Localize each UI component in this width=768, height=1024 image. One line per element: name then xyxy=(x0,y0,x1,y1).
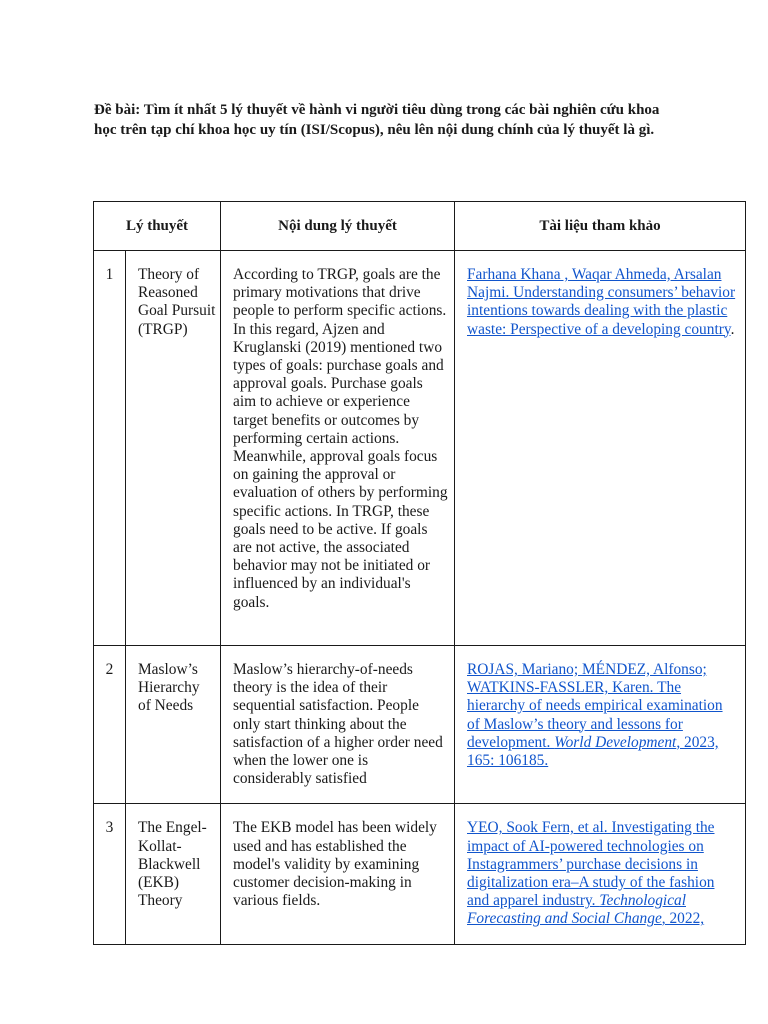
theory-content: Maslow’s hierarchy-of-needs theory is the idea of their sequential satisfaction. People only start thinking about the satisfaction of a higher order need when the lower one is considerably satisfied xyxy=(221,646,455,804)
theory-name: Maslow’s Hierarchy of Needs xyxy=(126,646,221,804)
theory-content: The EKB model has been widely used and has established the model's validity by examining customer decision-making in various fields. xyxy=(221,804,455,945)
row-number: 1 xyxy=(94,251,126,646)
assignment-prompt: Đề bài: Tìm ít nhất 5 lý thuyết về hành vi người tiêu dùng trong các bài nghiên cứu khoa học trên tạp chí khoa học uy tín (ISI/Scopus), nêu lên nội dung chính của lý thuyết là gì. xyxy=(94,102,660,138)
theory-table xyxy=(93,201,746,945)
journal-name: World Development xyxy=(554,733,677,751)
journal-name: Technological Forecasting and Social Change xyxy=(467,892,686,928)
theory-name: Theory of Reasoned Goal Pursuit (TRGP) xyxy=(126,251,221,646)
theory-content: According to TRGP, goals are the primary motivations that drive people to perform specific actions. In this regard, Ajzen and Kruglanski (2019) mentioned two types of goals: purchase goals and approval goals. Purchase goals aim to achieve or experience target benefits or outcomes by performing certain actions. Meanwhile, approval goals focus on gaining the approval or evaluation of others by performing specific actions. In TRGP, these goals need to be active. If goals are not active, the associated behavior may not be initiated or influenced by an individual's goals. xyxy=(221,251,455,646)
row-number: 2 xyxy=(94,646,126,804)
table-row xyxy=(94,251,746,646)
table-header-row xyxy=(94,202,746,251)
header-reference: Tài liệu tham khảo xyxy=(455,202,746,251)
reference-text: ROJAS, Mariano; MÉNDEZ, Alfonso; WATKINS-FASSLER, Karen. The hierarchy of needs empirical examination of Maslow’s theory and lessons for development. xyxy=(467,661,723,751)
reference-link[interactable] xyxy=(467,819,715,927)
theory-reference xyxy=(455,251,746,646)
theory-reference xyxy=(455,646,746,804)
table-row xyxy=(94,646,746,804)
reference-suffix: , 2023, 165: 106185. xyxy=(467,733,719,770)
theory-reference xyxy=(455,804,746,945)
reference-text: YEO, Sook Fern, et al. Investigating the impact of AI-powered technologies on Instagrammers’ purchase decisions in digitalization era–A study of the fashion and apparel industry. xyxy=(467,819,715,910)
reference-suffix: , 2022, xyxy=(661,910,705,928)
reference-suffix: . xyxy=(730,320,735,338)
theory-name: The Engel-Kollat-Blackwell (EKB) Theory xyxy=(126,804,221,945)
header-content: Nội dung lý thuyết xyxy=(221,202,455,251)
row-number: 3 xyxy=(94,804,126,945)
reference-link[interactable]: Farhana Khana , Waqar Ahmeda, Arsalan Najmi. Understanding consumers’ behavior intentions towards dealing with the plastic waste: Perspective of a developing country xyxy=(467,266,736,338)
reference-link[interactable] xyxy=(467,661,723,769)
table-row xyxy=(94,804,746,945)
header-theory: Lý thuyết xyxy=(94,202,221,251)
